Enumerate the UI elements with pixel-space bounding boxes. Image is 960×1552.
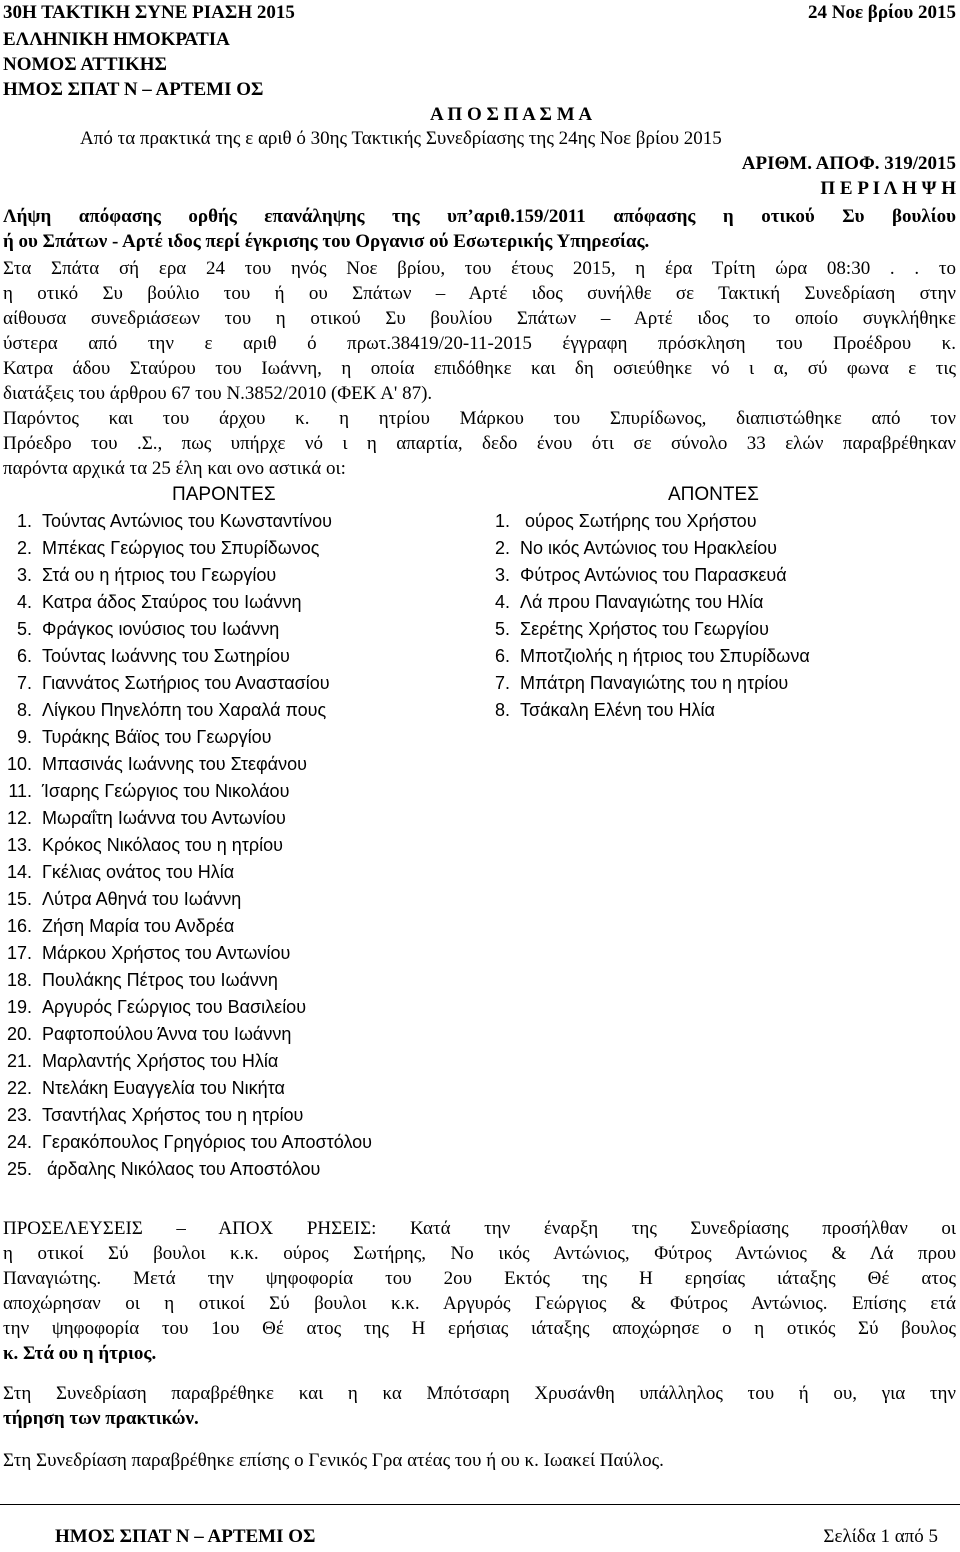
present-member-row	[0, 1075, 372, 1102]
present-member-number: 19.	[6, 997, 32, 1017]
present-member-name: Ίσαρης Γεώργιος του Νικολάου	[42, 781, 290, 801]
present-member-number: 22.	[6, 1078, 32, 1098]
absent-member-row	[478, 643, 810, 670]
present-member-name: Στά ου η ήτριος του Γεωργίου	[42, 565, 277, 585]
present-member-row	[0, 724, 372, 751]
present-member-name: Ραφτοπούλου Άννα του Ιωάννη	[42, 1024, 292, 1044]
present-heading: ΠΑΡΟΝΤΕΣ	[172, 484, 276, 505]
present-member-row	[0, 751, 372, 778]
present-member-number: 2.	[16, 538, 32, 558]
present-member-number: 16.	[6, 916, 32, 936]
present-member-row	[0, 535, 372, 562]
general-secretary-line: Στη Συνεδρίαση παραβρέθηκε επίσης ο Γενικός Γρα ατέας του ή ου κ. Ιωακεί Παύλος.	[3, 1450, 664, 1471]
present-member-name: Λύτρα Αθηνά του Ιωάννη	[42, 889, 242, 909]
intro-line-9: παρόντα αρχικά τα 25 έλη και ονο αστικά οι:	[3, 458, 346, 479]
present-members-list	[0, 508, 372, 1183]
present-member-row	[0, 886, 372, 913]
present-member-number: 12.	[6, 808, 32, 828]
absent-heading: ΑΠΟΝΤΕΣ	[668, 484, 759, 505]
present-member-row	[0, 805, 372, 832]
present-member-row	[0, 859, 372, 886]
present-member-name: Μπέκας Γεώργιος του Σπυρίδωνος	[42, 538, 320, 558]
arrivals-line-4: αποχώρησαν οι η οτικοί Σύ βουλοι κ.κ. Αργυρός Γεώργιος & Φύτρος Αντώνιος. Επίσης ετά	[3, 1293, 956, 1314]
summary-heading: Π Ε Ρ Ι Λ Η Ψ Η	[820, 178, 956, 199]
absent-member-name: ούρος Σωτήρης του Χρήστου	[520, 511, 757, 531]
absent-member-row	[478, 670, 810, 697]
present-member-number: 15.	[6, 889, 32, 909]
present-member-number: 8.	[16, 700, 32, 720]
present-member-number: 6.	[16, 646, 32, 666]
absent-member-name: Λά πρου Παναγιώτης του Ηλία	[520, 592, 764, 612]
present-member-row	[0, 616, 372, 643]
absent-member-name: Μποτζιολής η ήτριος του Σπυρίδωνα	[520, 646, 810, 666]
decision-number: ΑΡΙΘΜ. ΑΠΟΦ. 319/2015	[741, 153, 956, 174]
arrivals-line-6: κ. Στά ου η ήτριος.	[3, 1343, 157, 1364]
footer-page-number: Σελίδα 1 από 5	[823, 1526, 938, 1547]
present-member-name: Γερακόπουλος Γρηγόριος του Αποστόλου	[42, 1132, 373, 1152]
present-member-row	[0, 1156, 372, 1183]
present-member-row	[0, 697, 372, 724]
present-member-name: Μωραΐτη Ιωάννα του Αντωνίου	[42, 808, 286, 828]
intro-line-7: Παρόντος και του άρχου κ. η ητρίου Μάρκου του Σπυρίδωνος, διαπιστώθηκε από τον	[3, 408, 956, 429]
excerpt-heading: Α Π Ο Σ Π Α Σ Μ Α	[430, 104, 593, 125]
intro-line-1: Στα Σπάτα σή ερα 24 του ηνός Νοε βρίου, του έτους 2015, η έρα Τρίτη ώρα 08:30 . . το	[3, 258, 956, 279]
absent-member-number: 6.	[494, 646, 510, 666]
present-member-row	[0, 1102, 372, 1129]
present-member-name: Μπασινάς Ιωάννης του Στεφάνου	[42, 754, 307, 774]
present-member-name: Φράγκος ιονύσιος του Ιωάννη	[42, 619, 280, 639]
present-member-number: 4.	[16, 592, 32, 612]
secretary-line-2: τήρηση των πρακτικών.	[3, 1408, 199, 1429]
absent-member-number: 5.	[494, 619, 510, 639]
footer-divider	[0, 1504, 960, 1505]
present-member-number: 13.	[6, 835, 32, 855]
present-member-number: 25.	[6, 1159, 32, 1179]
org-republic: ΕΛΛΗΝΙΚΗ ΗΜΟΚΡΑΤΙΑ	[3, 29, 230, 50]
absent-member-number: 8.	[494, 700, 510, 720]
present-member-number: 23.	[6, 1105, 32, 1125]
present-member-name: Τυράκης Βάϊος του Γεωργίου	[42, 727, 272, 747]
present-member-number: 11.	[8, 781, 32, 801]
org-prefecture: ΝΟΜΟΣ ΑΤΤΙΚΗΣ	[3, 54, 167, 75]
secretary-line-1: Στη Συνεδρίαση παραβρέθηκε και η κα Μπότσαρη Χρυσάνθη υπάλληλος του ή ου, για την	[3, 1383, 956, 1404]
present-member-number: 1.	[16, 511, 32, 531]
present-member-row	[0, 778, 372, 805]
present-member-row	[0, 1048, 372, 1075]
present-member-name: Ντελάκη Ευαγγελία του Νικήτα	[42, 1078, 285, 1098]
absent-member-name: Φύτρος Αντώνιος του Παρασκευά	[520, 565, 787, 585]
absent-member-number: 1.	[494, 511, 510, 531]
present-member-name: Μαρλαντής Χρήστος του Ηλία	[42, 1051, 279, 1071]
arrivals-line-1: ΠΡΟΣΕΛΕΥΣΕΙΣ – ΑΠΟΧ ΡΗΣΕΙΣ: Κατά την έναρξη της Συνεδρίασης προσήλθαν οι	[3, 1218, 956, 1239]
present-member-name: Λίγκου Πηνελόπη του Χαραλά πους	[42, 700, 327, 720]
absent-member-row	[478, 562, 810, 589]
absent-member-number: 7.	[494, 673, 510, 693]
absent-member-row	[478, 535, 810, 562]
present-member-row	[0, 940, 372, 967]
absent-member-name: Σερέτης Χρήστος του Γεωργίου	[520, 619, 769, 639]
present-member-name: Τούντας Ιωάννης του Σωτηρίου	[42, 646, 290, 666]
absent-member-row	[478, 508, 810, 535]
present-member-row	[0, 967, 372, 994]
intro-line-8: Πρόεδρο του .Σ., πως υπήρχε νό ι η απαρτία, δεδο ένου ότι σε σύνολο 33 ελών παραβρέθηκαν	[3, 433, 956, 454]
present-member-name: Αργυρός Γεώργιος του Βασιλείου	[42, 997, 307, 1017]
arrivals-line-2: η οτικοί Σύ βουλοι κ.κ. ούρος Σωτήρης, Νο ικός Αντώνιος, Φύτρος Αντώνιος & Λά πρου	[3, 1243, 956, 1264]
present-member-name: Γκέλιας ονάτος του Ηλία	[42, 862, 235, 882]
present-member-name: Τούντας Αντώνιος του Κωνσταντίνου	[42, 511, 332, 531]
intro-line-6: διατάξεις του άρθρου 67 του Ν.3852/2010 (ΦΕΚ Α' 87).	[3, 383, 433, 404]
minutes-line: Από τα πρακτικά της ε αριθ ό 30ης Τακτικής Συνεδρίασης της 24ης Νοε βρίου 2015	[80, 128, 722, 149]
present-member-number: 21.	[6, 1051, 32, 1071]
present-member-number: 24.	[6, 1132, 32, 1152]
present-member-number: 17.	[6, 943, 32, 963]
present-member-row	[0, 913, 372, 940]
arrivals-line-3: Παναγιώτης. Μετά την ψηφοφορία του 2ου Εκτός της Η ερησίας ιάταξης Θέ ατος	[3, 1268, 956, 1289]
absent-member-row	[478, 616, 810, 643]
present-member-name: Τσαντήλας Χρήστος του η ητρίου	[42, 1105, 304, 1125]
present-member-name: Πουλάκης Πέτρος του Ιωάννη	[42, 970, 278, 990]
absent-member-row	[478, 589, 810, 616]
present-member-number: 3.	[16, 565, 32, 585]
present-member-row	[0, 832, 372, 859]
present-member-number: 9.	[16, 727, 32, 747]
present-member-number: 18.	[6, 970, 32, 990]
absent-member-name: Νο ικός Αντώνιος του Ηρακλείου	[520, 538, 777, 558]
footer-municipality: ΗΜΟΣ ΣΠΑΤ Ν – ΑΡΤΕΜΙ ΟΣ	[55, 1526, 316, 1547]
absent-member-name: Τσάκαλη Ελένη του Ηλία	[520, 700, 715, 720]
present-member-name: Μάρκου Χρήστος του Αντωνίου	[42, 943, 291, 963]
present-member-row	[0, 1129, 372, 1156]
present-member-name: άρδαλης Νικόλαος του Αποστόλου	[42, 1159, 321, 1179]
present-member-number: 20.	[6, 1024, 32, 1044]
absent-member-number: 3.	[494, 565, 510, 585]
present-member-name: Κρόκος Νικόλαος του η ητρίου	[42, 835, 283, 855]
absent-members-list	[478, 508, 810, 724]
present-member-name: Κατρα άδος Σταύρος του Ιωάννη	[42, 592, 302, 612]
org-municipality: ΗΜΟΣ ΣΠΑΤ Ν – ΑΡΤΕΜΙ ΟΣ	[3, 79, 264, 100]
header-meeting-title: 30Η ΤΑΚΤΙΚΗ ΣΥΝΕ ΡΙΑΣΗ 2015	[3, 2, 295, 23]
subject-line-2: ή ου Σπάτων - Αρτέ ιδος περί έγκρισης του Οργανισ ού Εσωτερικής Υπηρεσίας.	[3, 231, 650, 252]
subject-line-1: Λήψη απόφασης ορθής επανάληψης της υπ’αριθ.159/2011 απόφασης η οτικού Συ βουλίου	[3, 206, 956, 227]
arrivals-line-5: την ψηφοφορία του 1ου Θέ ατος της Η ερήσιας ιάταξης αποχώρησε ο η οτικός Σύ βουλος	[3, 1318, 956, 1339]
absent-member-row	[478, 697, 810, 724]
present-member-number: 14.	[6, 862, 32, 882]
present-member-number: 5.	[16, 619, 32, 639]
intro-line-3: αίθουσα συνεδριάσεων του η οτικού Συ βουλίου Σπάτων – Αρτέ ιδος το οποίο συγκλήθηκε	[3, 308, 956, 329]
absent-member-number: 2.	[494, 538, 510, 558]
present-member-row	[0, 589, 372, 616]
header-date: 24 Νοε βρίου 2015	[807, 2, 956, 23]
present-member-row	[0, 562, 372, 589]
intro-line-4: ύστερα από την ε αριθ ό πρωτ.38419/20-11-2015 έγγραφη πρόσκληση του Προέδρου κ.	[3, 333, 956, 354]
intro-line-5: Κατρα άδου Σταύρου του Ιωάννη, η οποία επιδόθηκε και δη οσιεύθηκε νό ι α, σύ φωνα ε τις	[3, 358, 956, 379]
present-member-row	[0, 508, 372, 535]
present-member-number: 7.	[16, 673, 32, 693]
present-member-row	[0, 1021, 372, 1048]
intro-line-2: η οτικό Συ βούλιο του ή ου Σπάτων – Αρτέ ιδος συνήλθε σε Τακτική Συνεδρίαση στην	[3, 283, 956, 304]
present-member-row	[0, 670, 372, 697]
present-member-name: Ζήση Μαρία του Ανδρέα	[42, 916, 235, 936]
present-member-number: 10.	[6, 754, 32, 774]
present-member-row	[0, 643, 372, 670]
absent-member-name: Μπάτρη Παναγιώτης του η ητρίου	[520, 673, 789, 693]
absent-member-number: 4.	[494, 592, 510, 612]
present-member-name: Γιαννάτος Σωτήριος του Αναστασίου	[42, 673, 330, 693]
present-member-row	[0, 994, 372, 1021]
